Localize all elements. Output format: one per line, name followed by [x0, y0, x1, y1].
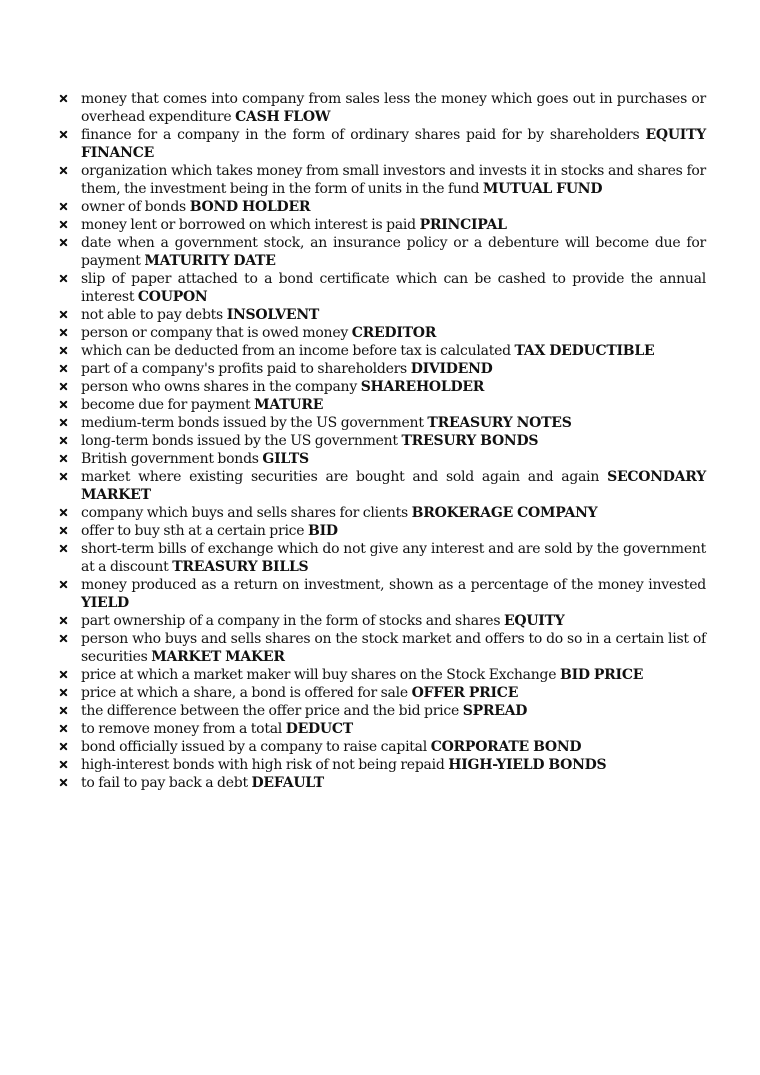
glossary-entry — [56, 576, 706, 612]
glossary-entry — [56, 270, 706, 306]
glossary-entry — [56, 342, 706, 360]
entry-term: GILTS — [262, 451, 309, 467]
entry-definition: not able to pay debts — [81, 307, 223, 323]
cross-mark-icon — [59, 378, 73, 396]
glossary-entry — [56, 468, 706, 504]
entry-term: SPREAD — [462, 703, 528, 719]
cross-mark-icon — [59, 756, 73, 774]
cross-mark-icon — [59, 702, 73, 720]
cross-mark-icon — [59, 306, 73, 324]
cross-mark-icon — [59, 324, 73, 342]
entry-term: BOND HOLDER — [189, 199, 311, 215]
glossary-entry — [56, 720, 706, 738]
entry-term: BROKERAGE COMPANY — [411, 505, 598, 521]
entry-definition: organization which takes money from small investors and invests it in stocks and shares for them, the investment being in the form of units in the fund — [81, 163, 706, 197]
cross-mark-icon — [59, 612, 73, 630]
cross-mark-icon — [59, 414, 73, 432]
cross-mark-icon — [59, 540, 73, 558]
glossary-entry — [56, 630, 706, 666]
glossary-entry — [56, 540, 706, 576]
glossary-entry — [56, 126, 706, 162]
entry-definition: which can be deducted from an income before tax is calculated — [81, 343, 511, 359]
glossary-entry — [56, 702, 706, 720]
entry-definition: date when a government stock, an insurance policy or a debenture will become due for payment — [81, 235, 706, 269]
entry-definition: person or company that is owed money — [81, 325, 349, 341]
entry-term: EQUITY — [503, 613, 565, 629]
cross-mark-icon — [59, 504, 73, 522]
entry-term: TAX DEDUCTIBLE — [514, 343, 655, 359]
entry-definition: market where existing securities are bought and sold again and again — [81, 469, 600, 485]
cross-mark-icon — [59, 270, 73, 288]
entry-term: TREASURY NOTES — [427, 415, 572, 431]
cross-mark-icon — [59, 666, 73, 684]
entry-definition: part of a company's profits paid to shareholders — [81, 361, 407, 377]
entry-term: CASH FLOW — [235, 109, 331, 125]
entry-definition: the difference between the offer price and the bid price — [81, 703, 459, 719]
glossary-entry — [56, 504, 706, 522]
glossary-entry — [56, 738, 706, 756]
cross-mark-icon — [59, 90, 73, 108]
glossary-entry — [56, 378, 706, 396]
entry-term: MUTUAL FUND — [482, 181, 603, 197]
entry-term: SECONDARY MARKET — [81, 469, 706, 503]
cross-mark-icon — [59, 684, 73, 702]
glossary-entry — [56, 234, 706, 270]
entry-definition: to fail to pay back a debt — [81, 775, 248, 791]
entry-definition: price at which a market maker will buy shares on the Stock Exchange — [81, 667, 557, 683]
entry-definition: money that comes into company from sales less the money which goes out in purchases or overhead expenditure — [81, 91, 706, 125]
entry-definition: become due for payment — [81, 397, 251, 413]
glossary-entry — [56, 774, 706, 792]
cross-mark-icon — [59, 360, 73, 378]
glossary-entry — [56, 756, 706, 774]
cross-mark-icon — [59, 162, 73, 180]
cross-mark-icon — [59, 216, 73, 234]
cross-mark-icon — [59, 396, 73, 414]
glossary-entry — [56, 90, 706, 126]
entry-term: DEFAULT — [251, 775, 324, 791]
glossary-entry — [56, 450, 706, 468]
entry-term: COUPON — [137, 289, 208, 305]
entry-definition: short-term bills of exchange which do not give any interest and are sold by the government at a discount — [81, 541, 706, 575]
entry-term: EQUITY FINANCE — [81, 127, 706, 161]
entry-term: BID PRICE — [560, 667, 644, 683]
cross-mark-icon — [59, 720, 73, 738]
entry-definition: price at which a share, a bond is offered for sale — [81, 685, 408, 701]
glossary-entry — [56, 414, 706, 432]
entry-definition: person who buys and sells shares on the stock market and offers to do so in a certain list of securities — [81, 631, 706, 665]
glossary-entry — [56, 360, 706, 378]
entry-term: MARKET MAKER — [151, 649, 285, 665]
cross-mark-icon — [59, 522, 73, 540]
entry-definition: British government bonds — [81, 451, 259, 467]
entry-term: TRESURY BONDS — [401, 433, 539, 449]
glossary-entry — [56, 666, 706, 684]
entry-definition: offer to buy sth at a certain price — [81, 523, 305, 539]
glossary-entry — [56, 306, 706, 324]
entry-definition: medium-term bonds issued by the US government — [81, 415, 424, 431]
cross-mark-icon — [59, 468, 73, 486]
cross-mark-icon — [59, 342, 73, 360]
cross-mark-icon — [59, 774, 73, 792]
cross-mark-icon — [59, 432, 73, 450]
entry-definition: bond officially issued by a company to raise capital — [81, 739, 427, 755]
entry-term: OFFER PRICE — [411, 685, 519, 701]
glossary-entry — [56, 522, 706, 540]
entry-term: HIGH-YIELD BONDS — [448, 757, 607, 773]
glossary-entry — [56, 684, 706, 702]
entry-definition: high-interest bonds with high risk of not being repaid — [81, 757, 445, 773]
glossary-entry — [56, 216, 706, 234]
cross-mark-icon — [59, 450, 73, 468]
entry-definition: to remove money from a total — [81, 721, 283, 737]
entry-term: SHAREHOLDER — [360, 379, 485, 395]
entry-definition: company which buys and sells shares for clients — [81, 505, 408, 521]
entry-definition: money lent or borrowed on which interest is paid — [81, 217, 416, 233]
entry-term: INSOLVENT — [226, 307, 320, 323]
glossary-entry — [56, 612, 706, 630]
entry-term: MATURE — [254, 397, 324, 413]
entry-definition: owner of bonds — [81, 199, 186, 215]
entry-term: DIVIDEND — [410, 361, 493, 377]
entry-definition: long-term bonds issued by the US government — [81, 433, 398, 449]
cross-mark-icon — [59, 576, 73, 594]
entry-definition: money produced as a return on investment, shown as a percentage of the money invested — [81, 577, 706, 593]
entry-term: YIELD — [81, 595, 129, 611]
glossary-entry — [56, 396, 706, 414]
cross-mark-icon — [59, 234, 73, 252]
entry-term: CORPORATE BOND — [430, 739, 582, 755]
glossary-entry — [56, 198, 706, 216]
entry-term: PRINCIPAL — [419, 217, 507, 233]
entry-term: BID — [308, 523, 338, 539]
entry-term: CREDITOR — [351, 325, 437, 341]
glossary-entry — [56, 324, 706, 342]
cross-mark-icon — [59, 198, 73, 216]
cross-mark-icon — [59, 126, 73, 144]
cross-mark-icon — [59, 630, 73, 648]
entry-definition: finance for a company in the form of ordinary shares paid for by shareholders — [81, 127, 640, 143]
entry-definition: part ownership of a company in the form of stocks and shares — [81, 613, 501, 629]
entry-definition: slip of paper attached to a bond certificate which can be cashed to provide the annual interest — [81, 271, 706, 305]
entry-term: DEDUCT — [285, 721, 353, 737]
cross-mark-icon — [59, 738, 73, 756]
entry-definition: person who owns shares in the company — [81, 379, 357, 395]
entry-term: MATURITY DATE — [144, 253, 276, 269]
glossary-entry — [56, 162, 706, 198]
glossary-list — [56, 90, 706, 792]
glossary-entry — [56, 432, 706, 450]
entry-term: TREASURY BILLS — [172, 559, 309, 575]
